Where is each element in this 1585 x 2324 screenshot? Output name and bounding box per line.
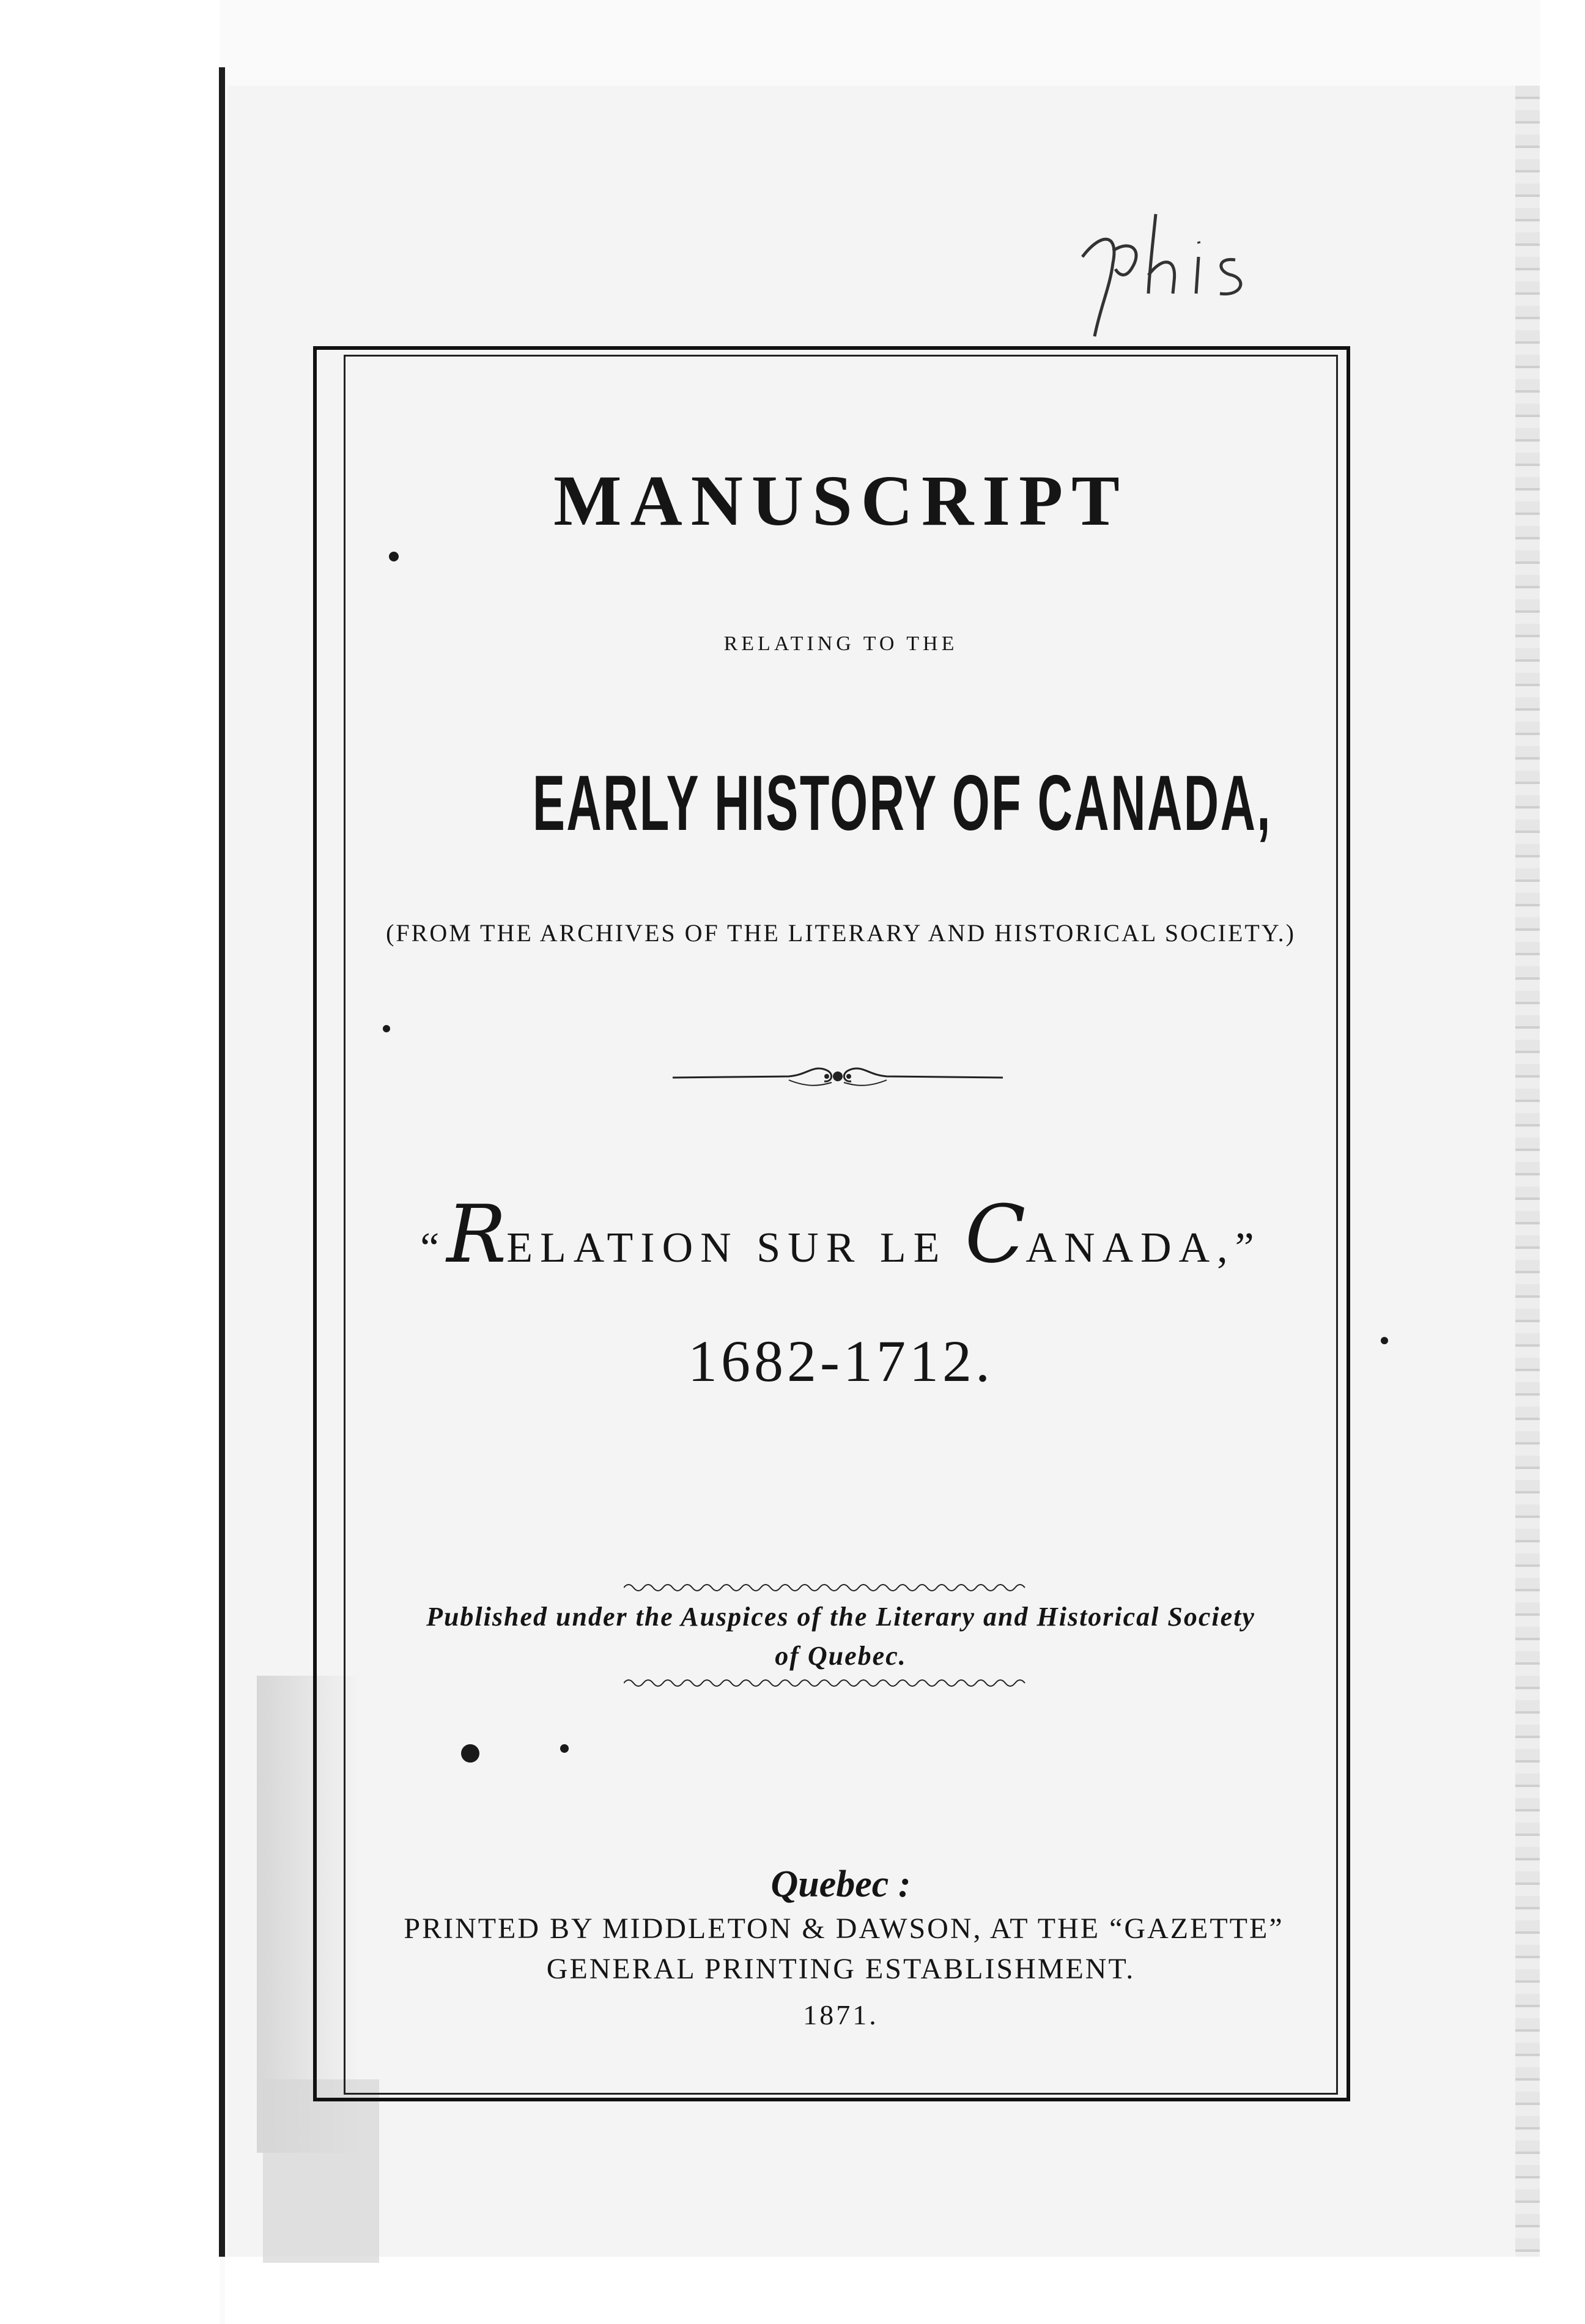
page-title: MANUSCRIPT: [553, 461, 1128, 541]
wavy-rule-bottom: [624, 1676, 1027, 1690]
published-note: Published under the Auspices of the Literary and Historical Society: [426, 1602, 1255, 1632]
drop-cap-r: R: [446, 1188, 507, 1281]
ornamental-divider: [667, 1058, 1009, 1095]
years-range: 1682-1712.: [688, 1328, 994, 1394]
binding-line: [219, 67, 225, 2257]
source-note: (FROM THE ARCHIVES OF THE LITERARY AND HISTORICAL SOCIETY.): [386, 919, 1296, 947]
main-title: EARLY HISTORY OF CANADA,: [532, 760, 1272, 847]
ink-spot: [1381, 1337, 1388, 1344]
publication-year: 1871.: [803, 1999, 879, 2030]
subtitle-relating: RELATING TO THE: [723, 632, 958, 655]
relation-text-part2: ANADA,”: [1025, 1224, 1262, 1271]
left-margin: [0, 0, 220, 2324]
relation-title: [344, 1186, 1338, 1282]
relation-text-part1: ELATION SUR LE: [506, 1224, 965, 1271]
wavy-rule-top: [624, 1580, 1027, 1595]
bottom-margin: [225, 2257, 1585, 2324]
paper-stain: [263, 2079, 379, 2263]
page-edges: [1515, 86, 1540, 2263]
printer-line: PRINTED BY MIDDLETON & DAWSON, AT THE “GAZETTE”: [404, 1912, 1284, 1945]
place-of-publication: Quebec :: [770, 1863, 911, 1905]
open-quote: “: [420, 1224, 447, 1271]
printer-line-continued: GENERAL PRINTING ESTABLISHMENT.: [546, 1953, 1136, 1985]
drop-cap-c: C: [964, 1188, 1026, 1281]
right-margin: [1540, 0, 1585, 2324]
handwritten-note: [1076, 208, 1272, 342]
published-note-continued: of Quebec.: [775, 1641, 907, 1671]
